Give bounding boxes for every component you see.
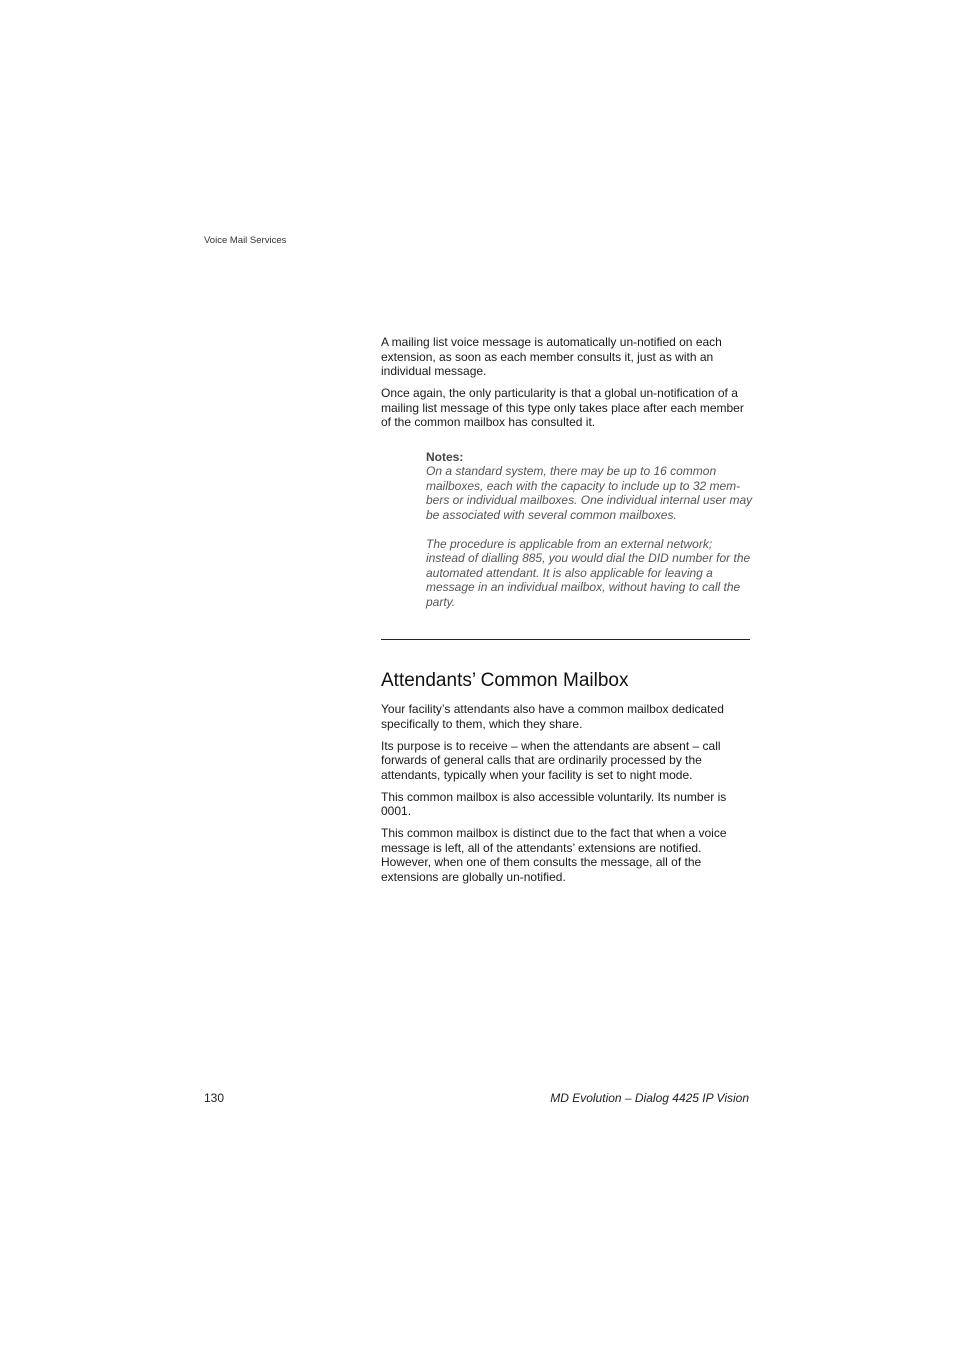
page-number: 130	[204, 1091, 225, 1105]
notes-title: Notes:	[426, 449, 464, 464]
document-title: MD Evolution – Dialog 4425 IP Vision	[550, 1091, 749, 1105]
section-paragraph: This common mailbox is also accessible voluntarily. Its number is 0001.	[381, 789, 727, 818]
section-divider	[381, 639, 750, 640]
section-paragraph: This common mailbox is distinct due to the fact that when a voice message is left, all of the attendants’ extensions are notified. However, when one of them consults the message, all of the extensions are globally un-notified.	[381, 826, 727, 884]
running-header: Voice Mail Services	[204, 235, 287, 246]
note-item: On a standard system, there may be up to 16 common mailboxes, each with the capacity to include up to 32 mem-bers or individual mailboxes. One individual internal user may be associated with several common mailboxes.	[426, 464, 753, 522]
main-content	[381, 335, 751, 892]
intro-paragraph: Once again, the only particularity is that a global un-notification of a mailing list message of this type only takes place after each member of the common mailbox has consulted it.	[381, 386, 744, 429]
note-item: The procedure is applicable from an external network; instead of dialling 885, you would dial the DID number for the automated attendant. It is also applicable for leaving a message in an individual mailbox, without having to call the party.	[426, 536, 751, 609]
section-heading: Attendants’ Common Mailbox	[381, 670, 629, 691]
section-paragraph: Your facility’s attendants also have a common mailbox dedicated specifically to them, which they share.	[381, 702, 724, 731]
intro-paragraph: A mailing list voice message is automatically un-notified on each extension, as soon as each member consults it, just as with an individual message.	[381, 335, 722, 378]
section-paragraph: Its purpose is to receive – when the attendants are absent – call forwards of general calls that are ordinarily processed by the attendants, typically when your facility is set to night mode.	[381, 738, 721, 782]
notes-block	[426, 450, 754, 610]
